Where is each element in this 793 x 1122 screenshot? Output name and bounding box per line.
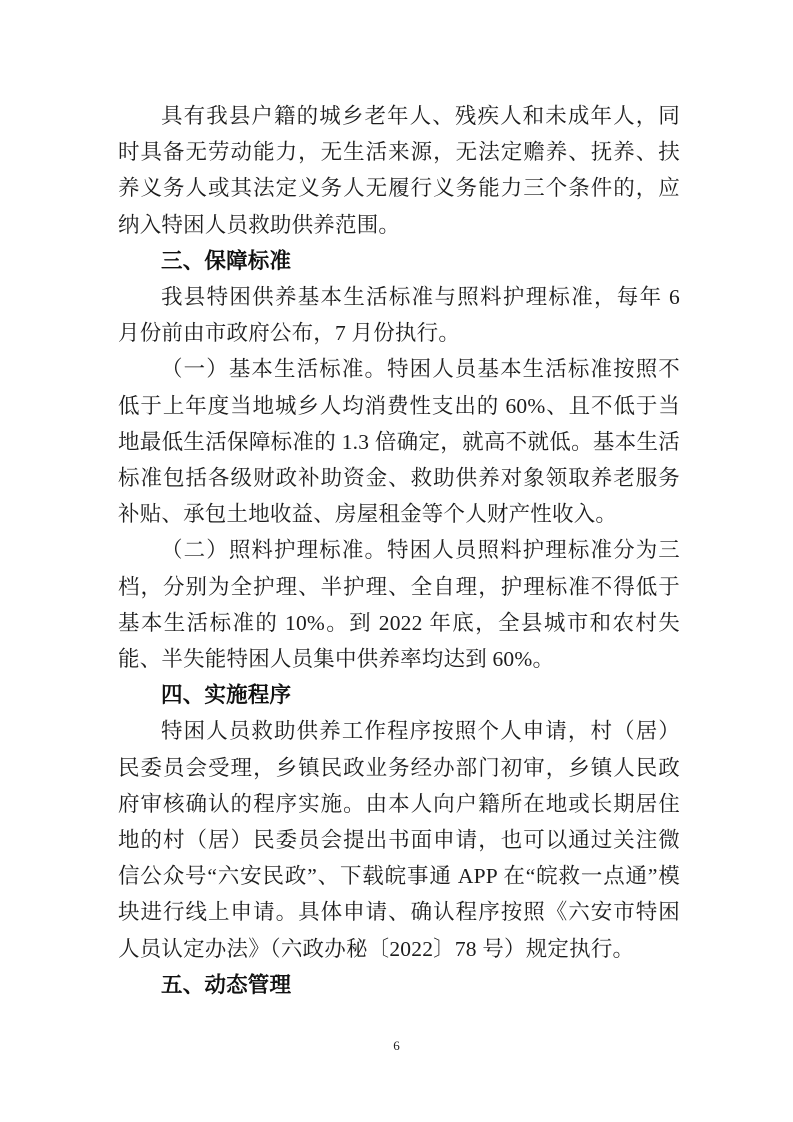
section-heading-4-implementation-procedure: 四、实施程序 (161, 683, 292, 708)
paragraph-implementation-procedure: 特困人员救助供养工作程序按照个人申请，村（居）民委员会受理，乡镇民政业务经办部门初审，乡镇人民政府审核确认的程序实施。由本人向户籍所在地或长期居住地的村（居）民委员会提出书面申请，也可以通过关注微信公众号“六安民政”、下载皖事通 APP 在“皖救一点通”模块进行线上申请。具体申请、确认程序按照《六安市特困人员认定办法》（六政办秘〔2022〕78 号）规定执行。 (118, 719, 680, 961)
document-body (118, 98, 680, 1003)
paragraph-basic-living-standard: （一）基本生活标准。特困人员基本生活标准按照不低于上年度当地城乡人均消费性支出的 60%、且不低于当地最低生活保障标准的 1.3 倍确定，就高不就低。基本生活标准包括各级财政补助资金、救助供养对象领取养老服务补贴、承包土地收益、房屋租金等个人财产性收入。 (118, 357, 680, 527)
paragraph-eligibility-scope: 具有我县户籍的城乡老年人、残疾人和未成年人，同时具备无劳动能力，无生活来源，无法定赡养、抚养、扶养义务人或其法定义务人无履行义务能力三个条件的，应纳入特困人员救助供养范围。 (118, 104, 680, 237)
section-heading-3-guarantee-standards: 三、保障标准 (161, 248, 292, 273)
paragraph-care-nursing-standard: （二）照料护理标准。特困人员照料护理标准分为三档，分别为全护理、半护理、全自理，护理标准不得低于基本生活标准的 10%。到 2022 年底，全县城市和农村失能、半失能特困人员集中供养率均达到 60%。 (118, 538, 680, 672)
section-heading-5-dynamic-management: 五、动态管理 (161, 972, 292, 997)
page-number: 6 (393, 1038, 400, 1053)
paragraph-standards-announcement: 我县特困供养基本生活标准与照料护理标准，每年 6 月份前由市政府公布，7 月份执行。 (118, 285, 680, 346)
